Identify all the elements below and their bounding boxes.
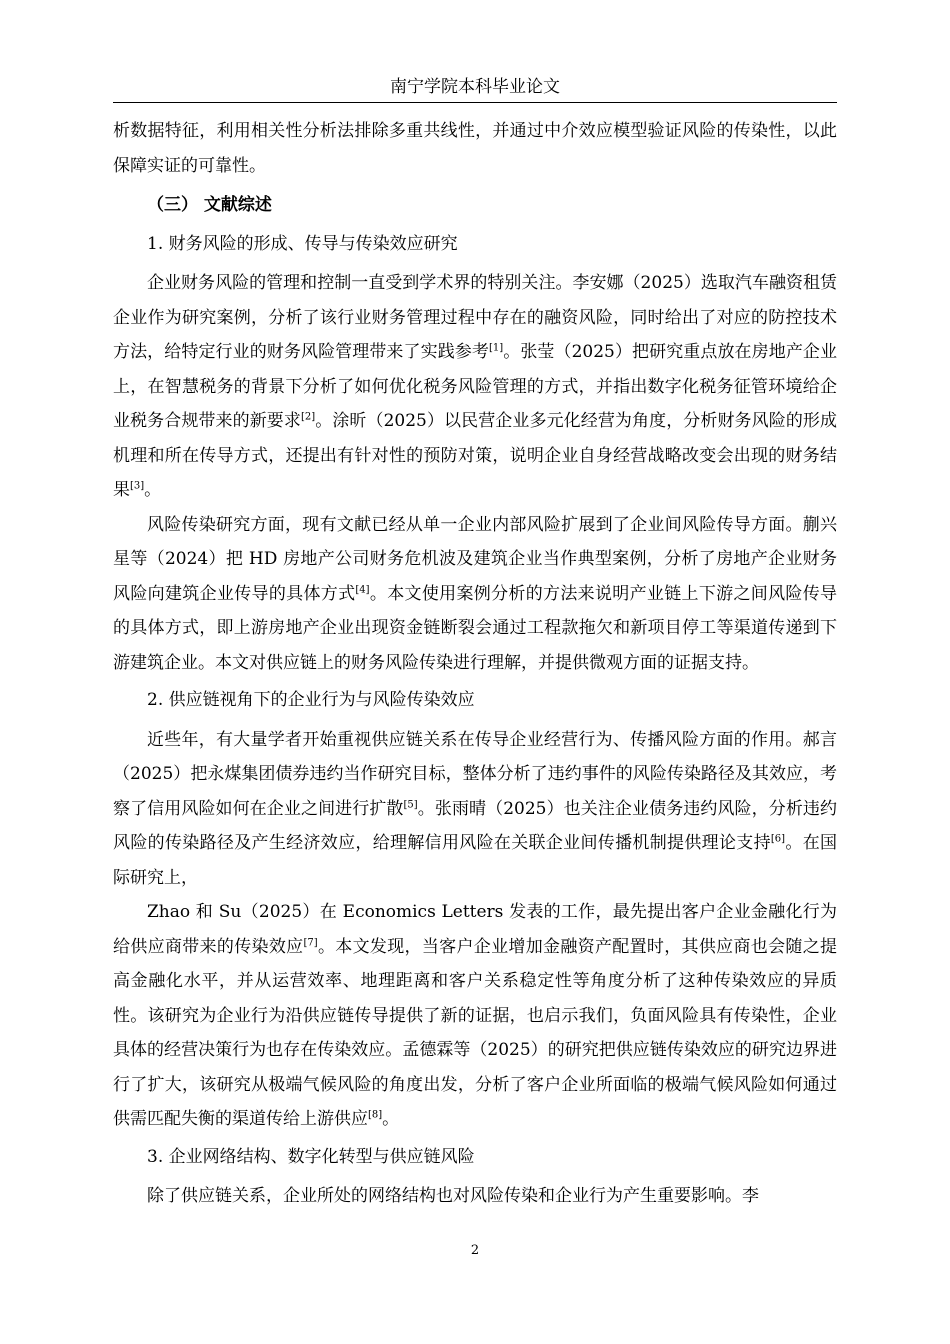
paragraph-risk-contagion: [113, 508, 837, 681]
text-segment: 。本文发现，当客户企业增加金融资产配置时，其供应商也会随之提高金融化水平，并从运营效率、地理距离和客户关系稳定性等角度分析了这种传染效应的异质性。该研究为企业行为沿供应链传导提供了新的证据，也启示我们，负面风险具有传染性，企业具体的经营决策行为也存在传染效应。孟德霖等（2025）的研究把供应链传染效应的研究边界进行了扩大，该研究从极端气候风险的角度出发，分析了客户企业所面临的极端气候风险如何通过供需匹配失衡的渠道传给上游供应: [113, 936, 838, 1129]
citation-ref: [6]: [770, 833, 786, 845]
text-segment: 近些年，有大量学者开始重视供应链关系在传导企业经营行为、传播风险方面的作用。郝言（2025）把永煤集团债券违约当作研究目标，整体分析了违约事件的风险传染路径及其效应，考察了信用风险如何在企业之间进行扩散: [113, 729, 837, 819]
citation-ref: [7]: [303, 936, 318, 948]
paragraph-supply-chain: [113, 723, 837, 896]
citation-ref: [3]: [130, 480, 145, 492]
subsection-heading-2: 2. 供应链视角下的企业行为与风险传染效应: [147, 690, 475, 710]
text-segment: 风险传染研究方面，现有文献已经从单一企业内部风险扩展到了企业间风险传导方面。蒯兴星等（2024）把 HD 房地产公司财务危机波及建筑企业当作典型案例，分析了房地产企业财务风险向建筑企业传导的具体方式: [113, 514, 837, 604]
citation-ref: [5]: [403, 798, 418, 810]
header-rule: [113, 102, 837, 103]
text-segment: Zhao 和 Su（2025）在 Economics Letters 发表的工作，最先提出客户企业金融化行为给供应商带来的传染效应: [113, 902, 837, 957]
section-heading-literature-review: （三） 文献综述: [147, 195, 272, 215]
text-segment: 。本文使用案例分析的方法来说明产业链上下游之间风险传导的具体方式，即上游房地产企业出现资金链断裂会通过工程款拖欠和新项目停工等渠道传递到下游建筑企业。本文对供应链上的财务风险传染进行理解，并提供微观方面的证据支持。: [113, 583, 838, 673]
body-content: [113, 114, 837, 1214]
citation-ref: [8]: [368, 1109, 383, 1121]
subsection-heading-3: 3. 企业网络结构、数字化转型与供应链风险: [147, 1146, 475, 1167]
text-segment: 。涂昕（2025）以民营企业多元化经营为角度，分析财务风险的形成机理和所在传导方式，还提出有针对性的预防对策，说明企业自身经营战略改变会出现的财务结果: [113, 411, 838, 500]
text-segment: 。张雨晴（2025）也关注企业债务违约风险，分析违约风险的传染路径及产生经济效应，给理解信用风险在关联企业间传播机制提供理论支持: [113, 798, 837, 853]
paragraph-international-research: [113, 895, 837, 1137]
text-segment: 。张莹（2025）把研究重点放在房地产企业上，在智慧税务的背景下分析了如何优化税务风险管理的方式，并指出数字化税务征管环境给企业税务合规带来的新要求: [113, 342, 838, 431]
text-segment: 。在国际研究上，: [113, 833, 838, 888]
intro-paragraph: 析数据特征，利用相关性分析法排除多重共线性，并通过中介效应模型验证风险的传染性，以此保障实证的可靠性。: [113, 121, 837, 176]
citation-ref: [2]: [300, 411, 316, 423]
text-segment: 企业财务风险的管理和控制一直受到学术界的特别关注。李安娜（2025）选取汽车融资租赁企业作为研究案例，分析了该行业财务管理过程中存在的融资风险，同时给出了对应的防控技术方法，给特定行业的财务风险管理带来了实践参考: [113, 273, 837, 362]
paragraph-financial-risk: [113, 266, 837, 508]
citation-ref: [1]: [488, 342, 504, 354]
citation-ref: [4]: [355, 583, 370, 595]
subsection-heading-1: 1. 财务风险的形成、传导与传染效应研究: [147, 233, 458, 254]
page-number: 2: [470, 1243, 480, 1258]
paragraph-network-structure: [113, 1179, 837, 1214]
running-header: 南宁学院本科毕业论文: [390, 77, 560, 97]
text-segment: 。: [382, 1109, 400, 1129]
text-segment: 除了供应链关系，企业所处的网络结构也对风险传染和企业行为产生重要影响。李: [147, 1186, 759, 1206]
text-segment: 。: [144, 480, 162, 500]
